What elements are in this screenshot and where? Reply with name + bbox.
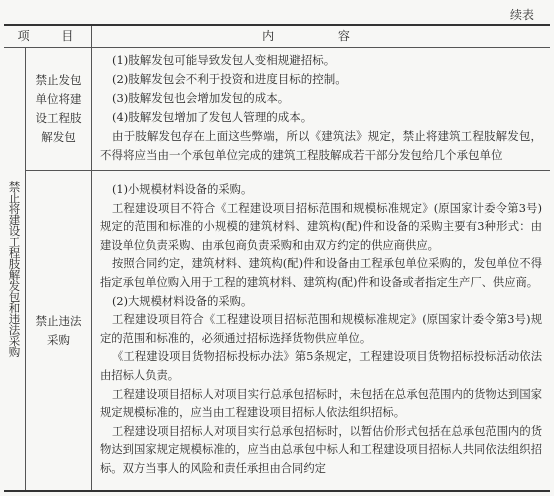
continued-label: 续表: [509, 8, 534, 22]
subcategory-cell-1: [26, 47, 92, 171]
paragraph: 工程建设项目招标人对项目实行总承包招标时，未包括在总承包范围内的货物达到国家规定规模标准的，应当由工程建设项目招标人依法组织招标。: [100, 387, 542, 420]
content-table: [4, 24, 550, 492]
paragraph: (3)肢解发包也会增加发包的成本。: [112, 91, 290, 105]
subcategory-label: 禁止发包单位将建设工程肢解发包: [35, 72, 82, 144]
paragraph: (1)肢解发包可能导致发包人变相规避招标。: [112, 53, 336, 67]
paragraph: 工程建设项目招标人对项目实行总承包招标时，以暂估价形式包括在总承包范围内的货物达到国家规定规模标准的，应当由总承包中标人和工程建设项目招标人共同依法组织招标。双方当事人的风险和责任承担由合同约定: [100, 424, 542, 475]
paragraph: 工程建设项目不符合《工程建设项目招标范围和规模标准规定》(原国家计委令第3号)规定的范围和标准的小规模的建筑材料、建筑构(配)件和设备的采购主要有3种形式：由建设单位负责采购、由承包商负责采购和由双方约定的供应商供应。: [100, 201, 542, 252]
paragraph: (2)大规模材料设备的采购。: [112, 294, 253, 308]
main-category: 禁止将建设工程肢解发包和违法采购: [7, 180, 22, 357]
table-header: [4, 26, 550, 48]
main-category-cell: [4, 47, 26, 490]
paragraph: (2)肢解发包会不利于投资和进度目标的控制。: [112, 72, 347, 86]
paragraph: 由于肢解发包存在上面这些弊端，所以《建筑法》规定，禁止将建筑工程肢解发包，不得将应当由一个承包单位完成的建筑工程肢解成若干部分发包给几个承包单位: [100, 129, 542, 162]
paragraph: (4)肢解发包增加了发包人管理的成本。: [112, 110, 313, 124]
subcategory-cell-2: [26, 171, 92, 490]
paragraph: (1)小规模材料设备的采购。: [112, 183, 253, 196]
paragraph: 工程建设项目符合《工程建设项目招标范围和规模标准规定》(原国家计委令第3号)规定的范围和标准的，必须通过招标选择货物供应单位。: [100, 313, 542, 345]
header-item: 项 目: [4, 26, 92, 48]
content-cell-2: [92, 171, 550, 490]
paragraph: 《工程建设项目货物招标投标办法》第5条规定，工程建设项目货物招标投标活动依法由招标人负责。: [100, 350, 542, 382]
paragraph: 按照合同约定，建筑材料、建筑构(配)件和设备由工程承包单位采购的，发包单位不得指定承包单位购入用于工程的建筑材料、建筑构(配)件和设备或者指定生产厂、供应商。: [100, 257, 542, 289]
subcategory-label: 禁止违法采购: [35, 313, 82, 347]
header-content: 内 容: [262, 29, 380, 43]
content-cell-1: [92, 47, 550, 171]
